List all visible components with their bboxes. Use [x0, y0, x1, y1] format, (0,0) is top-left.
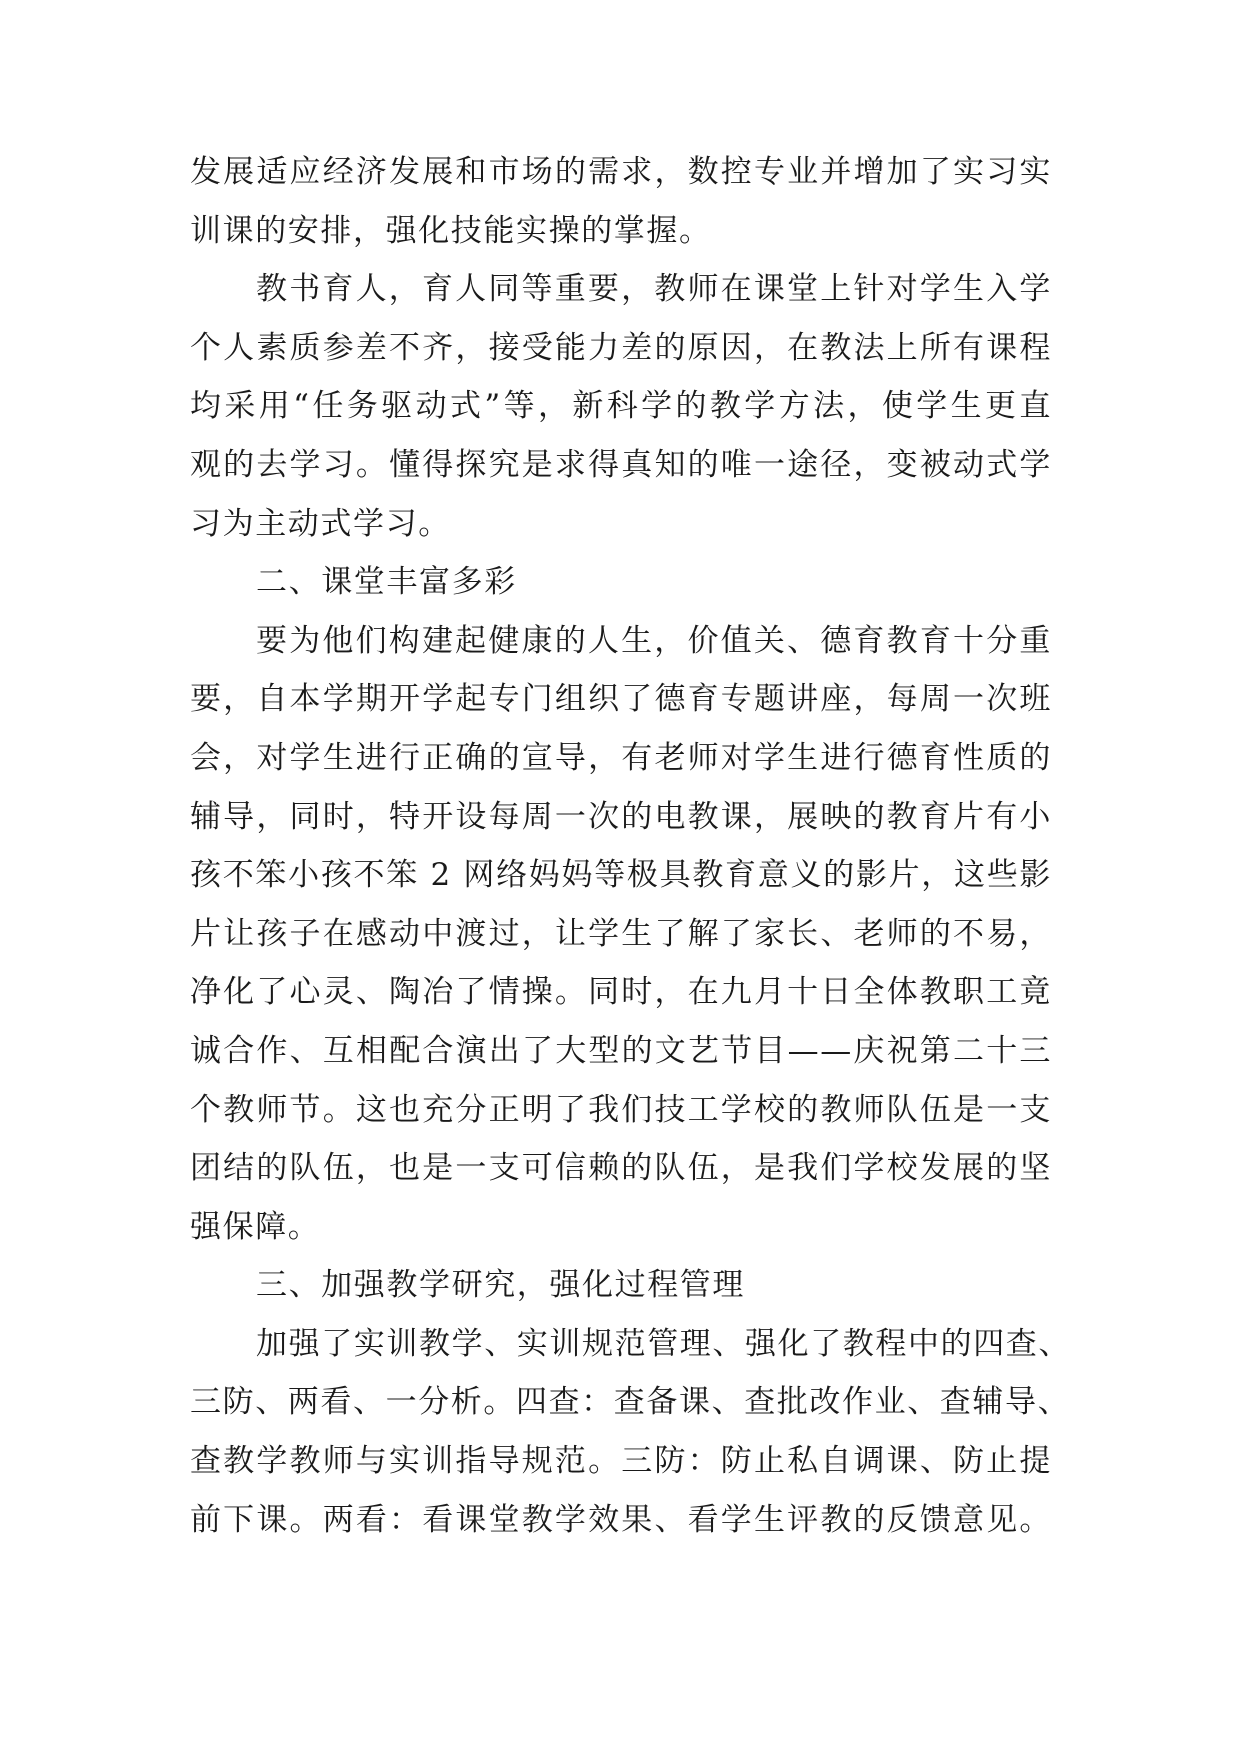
text-line: 二、课堂丰富多彩 [256, 564, 517, 601]
text-line: 个人素质参差不齐，接受能力差的原因，在教法上所有课程 [190, 329, 1052, 366]
text-line: 三防、两看、一分析。四查：查备课、查批改作业、查辅导、 [190, 1384, 1071, 1421]
text-line: 孩不笨小孩不笨 2 网络妈妈等极具教育意义的影片，这些影 [190, 857, 1052, 894]
document-body [190, 143, 1071, 1549]
text-line: 个教师节。这也充分正明了我们技工学校的教师队伍是一支 [190, 1091, 1052, 1128]
text-line: 加强了实训教学、实训规范管理、强化了教程中的四查、 [256, 1325, 1071, 1362]
text-line: 要，自本学期开学起专门组织了德育专题讲座，每周一次班 [190, 681, 1052, 718]
text-line: 片让孩子在感动中渡过，让学生了解了家长、老师的不易， [190, 915, 1052, 952]
text-line: 三、加强教学研究，强化过程管理 [256, 1267, 745, 1304]
text-line: 团结的队伍，也是一支可信赖的队伍，是我们学校发展的坚 [190, 1150, 1052, 1187]
text-line: 辅导，同时，特开设每周一次的电教课，展映的教育片有小 [190, 798, 1052, 835]
text-line: 查教学教师与实训指导规范。三防：防止私自调课、防止提 [190, 1443, 1052, 1480]
text-line: 训课的安排，强化技能实操的掌握。 [190, 212, 712, 249]
text-line: 净化了心灵、陶冶了情操。同时，在九月十日全体教职工竟 [190, 974, 1052, 1011]
text-line: 前下课。两看：看课堂教学效果、看学生评教的反馈意见。 [190, 1501, 1052, 1538]
text-line: 均采用“任务驱动式”等，新科学的教学方法，使学生更直 [190, 388, 1052, 425]
text-line: 教书育人，育人同等重要，教师在课堂上针对学生入学 [256, 271, 1052, 308]
text-line: 诚合作、互相配合演出了大型的文艺节目——庆祝第二十三 [190, 1032, 1052, 1069]
text-line: 强保障。 [190, 1208, 321, 1245]
text-line: 观的去学习。懂得探究是求得真知的唯一途径，变被动式学 [190, 446, 1052, 483]
text-line: 要为他们构建起健康的人生，价值关、德育教育十分重 [256, 622, 1052, 659]
text-line: 会，对学生进行正确的宣导，有老师对学生进行德育性质的 [190, 739, 1052, 776]
text-line: 发展适应经济发展和市场的需求，数控专业并增加了实习实 [190, 154, 1052, 190]
text-line: 习为主动式学习。 [190, 505, 451, 542]
